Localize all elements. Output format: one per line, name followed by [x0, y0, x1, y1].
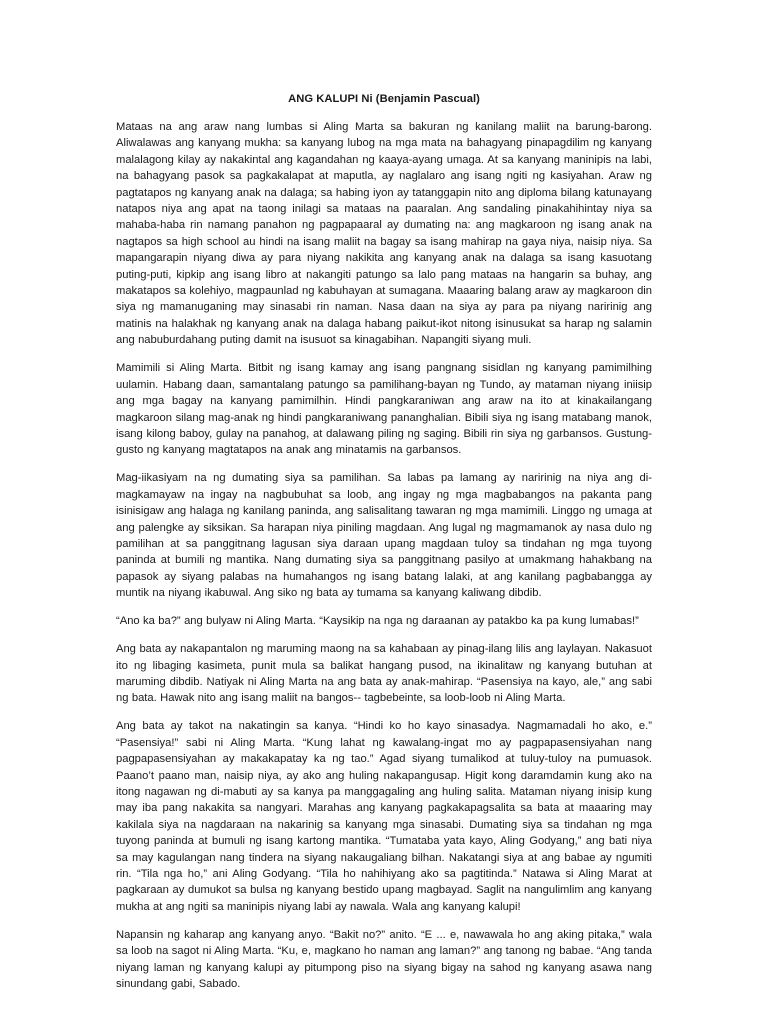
- paragraph-7: Napansin ng kaharap ang kanyang anyo. “Bakit no?” anito. “E ... e, nawawala ho ang aking pitaka,” wala sa loob na sagot ni Aling Marta. “Ku, e, magkano ho naman ang laman?” ang tanong ng babae. “Ang tanda niyang laman ng kanyang kalupi ay pitumpong piso na siyang bigay na sahod ng kanyang asawa nang sinundang gabi, Sabado.: [116, 928, 652, 991]
- paragraph-4: “Ano ka ba?” ang bulyaw ni Aling Marta. “Kaysikip na nga ng daraanan ay patakbo ka pa kung lumabas!”: [116, 615, 639, 628]
- document-page: [116, 92, 652, 1004]
- document-title: ANG KALUPI Ni (Benjamin Pascual): [288, 93, 480, 105]
- paragraph-5: Ang bata ay nakapantalon ng maruming maong na sa kahabaan ay pinag-ilang lilis ang laylayan. Nakasuot ito ng libaging kasimeta, punit mula sa balikat hangang pusod, na ikinalitaw ng kanyang butuhan at maruming dibdib. Natiyak ni Aling Marta na ang bata ay anak-mahirap. “Pasensiya na kayo, ale,” ang sabi ng bata. Hawak nito ang isang maliit na bangos-- tagbebeinte, sa loob-loob ni Aling Marta.: [116, 643, 652, 705]
- paragraph-6: Ang bata ay takot na nakatingin sa kanya. “Hindi ko ho kayo sinasadya. Nagmamadali ho ako, e.” “Pasensiya!” sabi ni Aling Marta. “Kung lahat ng kawalang-ingat mo ay pagpapasensiyahan nang pagpapasensiyahan ay makakapatay ka ng tao.” Agad siyang tumalikod at tuluy-tuloy na pumuasok. Paano’t paano man, naisip niya, ay ako ang huling nakapangusap. Higit kong daramdamin kung ako na itong nagawan ng di-mabuti ay sa kanya pa manggagaling ang huling salita. Mataman niyang inisip kung may iba pang nakakita sa nangyari. Marahas ang kanyang pagkakapagsalita sa bata at maaaring may kakilala siya na nagdaraan na nakarinig sa kanyang mga sinasabi. Dumating siya sa tindahan ng mga tuyong paninda at bumuli ng isang kartong mantika. “Tumataba yata kayo, Aling Godyang,” ang bati niya sa may kagulangan nang tindera na siyang nakaugaliang bilhan. Nakatangi siya at ang babae ay ngumiti rin. “Tila nga ho,” ani Aling Godyang. “Tila ho nahihiyang ako sa pagtitinda.” Natawa si Aling Marat at pagkaraan ay dumukot sa bulsa ng kanyang bestido upang magbayad. Saglit na nangulimlim ang kanyang mukha at ang ngiti sa maninipis niyang labi ay nawala. Wala ang kanyang kalupi!: [116, 720, 652, 913]
- paragraph-3: Mag-iikasiyam na ng dumating siya sa pamilihan. Sa labas pa lamang ay naririnig na niya ang di-magkamayaw na ingay na nagbubuhat sa loob, ang ingay ng mga magbabangos na pakanta pang isinisigaw ang halaga ng kanilang paninda, ang salisalitang tawaran ng mga mamimili. Linggo ng umaga at ang palengke ay siksikan. Sa harapan niya piniling magdaan. Ang lugal ng magmamanok ay nasa dulo ng pamilihan at sa panggitnang lagusan siya daraan upang magdaan tuloy sa tindahan ng mga tuyong paninda at bumili ng mantika. Nang dumating siya sa panggitnang pasilyo at umakmang hahakbang na papasok ay siyang palabas na humahangos ng isang batang lalaki, at ang kanilang pagbabangga ay muntik na niyang ikabuwal. Ang siko ng bata ay tumama sa kanyang kaliwang dibdib.: [116, 472, 652, 600]
- paragraph-1: Mataas na ang araw nang lumbas si Aling Marta sa bakuran ng kanilang maliit na barung-barong. Aliwalawas ang kanyang mukha: sa kanyang lubog na mga mata na bahagyang pinapagdilim ng kanyang malalagong kilay ay nakakintal ang kagandahan ng kaaya-ayang umaga. At sa kanyang maninipis na labi, na bahagyang pasok sa pagkakalapat at maputla, ay naglalaro ang isang ngiti ng kasiyahan. Araw ng pagtatapos ng kanyang anak na dalaga; sa habing iyon ay tatanggapin nito ang diploma bilang katunayang natapos niya ang apat na taong inilagi sa mataas na paaralan. Ang sandaling pinakahihintay niya sa mahaba-haba rin namang panahon ng pagpapaaral ay dumating na: ang magkaroon ng isang anak na nagtapos sa high school au hindi na isang maliit na bagay sa isang mahirap na gaya niya, naisip niya. Sa mapangarapin niyang diwa ay para niyang nakikita ang kanyang anak na dalaga sa isang kasuotang puting-puti, kipkip ang isang libro at nakangiti patungo sa lalo pang mataas na hangarin sa buhay, ang makatapos sa kolehiyo, magpaunlad ng kabuhayan at sumagana. Maaaring balang araw ay magkaroon din siya ng mamanuganing may sinasabi rin naman. Nasa daan na siya ay para pa niyang naririnig ang matinis na halakhak ng kanyang anak na dalaga habang paikut-ikot nitong isinusukat sa harap ng salamin ang nabuburdahang puting damit na isusuot sa kinagabihan. Napangiti siyang muli.: [116, 121, 652, 347]
- paragraph-2: Mamimili si Aling Marta. Bitbit ng isang kamay ang isang pangnang sisidlan ng kanyang pamimilhing uulamin. Habang daan, samantalang patungo sa pamilihang-bayan ng Tundo, ay mataman niyang iniisip ang mga bagay na kanyang pamimilhin. Hindi pangkaraniwan ang araw na ito at kinakailangang magkaroon silang mag-anak ng hindi pangkaraniwang pananghalian. Bibili siya ng isang matabang manok, isang kilong baboy, gulay na panahog, at dalawang piling ng saging. Bibili rin siya ng garbansos. Gustung-gusto ng kanyang magtatapos na anak ang minatamis na garbansos.: [116, 362, 652, 457]
